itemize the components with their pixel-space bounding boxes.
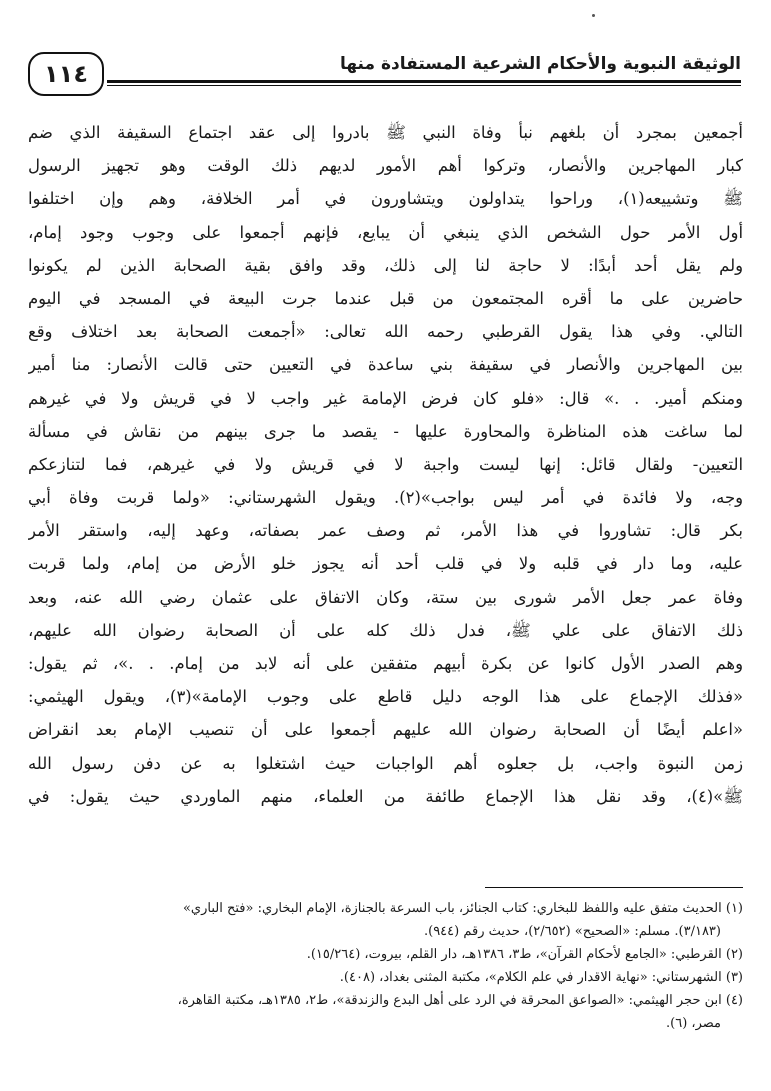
text-line: ﷺ»(٤)، وقد نقل هذا الإجماع طائفة من العلماء، منهم الماوردي حيث يقول: في: [28, 786, 743, 806]
scan-dot: [592, 14, 595, 17]
footnote-4-continued: مصر، (٦).: [665, 1016, 721, 1031]
text-line: ذلك الاتفاق على علي ﷺ، فدل ذلك كله على أن الصحابة رضوان الله عليهم،: [28, 620, 743, 640]
footnote-separator: [485, 887, 743, 888]
page-number: ١١٤: [28, 52, 104, 96]
text-line: لما ساغت هذه المناظرة والمحاورة عليها - يقصد ما جرى بينهم من نقاش في مسألة: [28, 421, 743, 441]
text-line: وهم الصدر الأول كانوا عن بكرة أبيهم متفقين على أنه لابد من إمام. . .»، ثم يقول:: [28, 654, 743, 673]
text-line: «فذلك الإجماع على هذا الوجه دليل قاطع على وجوب الإمامة»(٣)، ويقول الهيثمي:: [28, 687, 743, 707]
text-line: كبار المهاجرين والأنصار، وتركوا أهم الأمور لديهم ذلك الوقت وهو تجهيز الرسول: [28, 156, 743, 176]
page-header: [28, 44, 741, 102]
text-line: أجمعين بمجرد أن بلغهم نبأ وفاة النبي ﷺ بادروا إلى عقد اجتماع السقيفة الذي ضم: [28, 123, 743, 142]
text-line: ولم يقل أحد أبدًا: لا حاجة لنا إلى ذلك، وقد وافق بقية الصحابة الذين لم يكونوا: [28, 255, 743, 275]
text-line: أول الأمر حول الشخص الذي ينبغي أن يبايع، فإنهم أجمعوا على وجوب وجود إمام،: [28, 222, 743, 242]
footnote-2: (٢) القرطبي: «الجامع لأحكام القرآن»، ط٣، ١٣٨٦هـ، دار القلم، بيروت، (١٥/٢٦٤).: [306, 947, 743, 962]
text-line: «اعلم أيضًا أن الصحابة رضوان الله عليهم أجمعوا على أن تنصيب الإمام بعد انقراض: [28, 720, 743, 740]
text-line: عليه، وما دار في قلبه ولا في قلب أحد أنه يجوز خلو الأرض من إمام، ولما قربت: [28, 554, 743, 574]
text-line: ﷺ وتشييعه(١)، وراحوا يتداولون ويتشاورون في أمر الخلافة، وهم وإن اختلفوا: [28, 189, 743, 209]
footnotes: [28, 897, 743, 1035]
text-line: التعيين- ولقال قائل: إنها ليست واجبة لا في قريش ولا في غيرهم، فما لتنازعكم: [28, 454, 743, 474]
footnote-3: (٣) الشهرستاني: «نهاية الاقدار في علم الكلام»، مكتبة المثنى بغداد، (٤٠٨).: [339, 970, 743, 985]
main-text: [28, 116, 743, 813]
text-line: وجه، ولا فائدة في أمر ليس بواجب»(٢). ويقول الشهرستاني: «ولما قربت وفاة أبي: [28, 488, 743, 508]
text-line: بكر قال: تشاوروا في هذا الأمر، ثم وصف عمر بصفاته، وعهد إليه، واستقر الأمر: [28, 521, 743, 541]
text-line: وفاة عمر جعل الأمر شورى بين ستة، وكان الاتفاق على عثمان رضي الله عنه، وبعد: [28, 587, 743, 607]
footnote-1-continued: (٣/١٨٣). مسلم: «الصحيح» (٢/٦٥٢)، حديث رقم (٩٤٤).: [423, 924, 721, 939]
footnote-1: (١) الحديث متفق عليه واللفظ للبخاري: كتاب الجنائز، باب السرعة بالجنازة، الإمام البخاري: «فتح الباري»: [182, 901, 743, 916]
text-line: التالي. وفي هذا يقول القرطبي رحمه الله تعالى: «أجمعت الصحابة بعد اختلاف وقع: [28, 322, 743, 342]
text-line: بين المهاجرين والأنصار في سقيفة بني ساعدة في التعيين حتى قالت الأنصار: منا أمير: [28, 355, 743, 375]
running-title: الوثيقة النبوية والأحكام الشرعية المستفادة منها: [339, 54, 741, 74]
header-rule-thin: [107, 85, 741, 86]
text-line: ومنكم أمير. . .» قال: «فلو كان فرض الإمامة غير واجب لا في قريش ولا في غيرهم: [28, 388, 743, 408]
text-line: حاضرين على ما أقره المجتمعون من قبل عندما جرت البيعة في المسجد في اليوم: [28, 288, 743, 308]
header-rule: [107, 80, 741, 83]
text-line: زمن النبوة واجب، بل جعلوه أهم الواجبات حيث اشتغلوا به عن دفن رسول الله: [28, 753, 743, 773]
footnote-4: (٤) ابن حجر الهيثمي: «الصواعق المحرقة في الرد على أهل البدع والزندقة»، ط٢، ١٣٨٥هـ، مكتبة القاهرة،: [177, 993, 743, 1008]
